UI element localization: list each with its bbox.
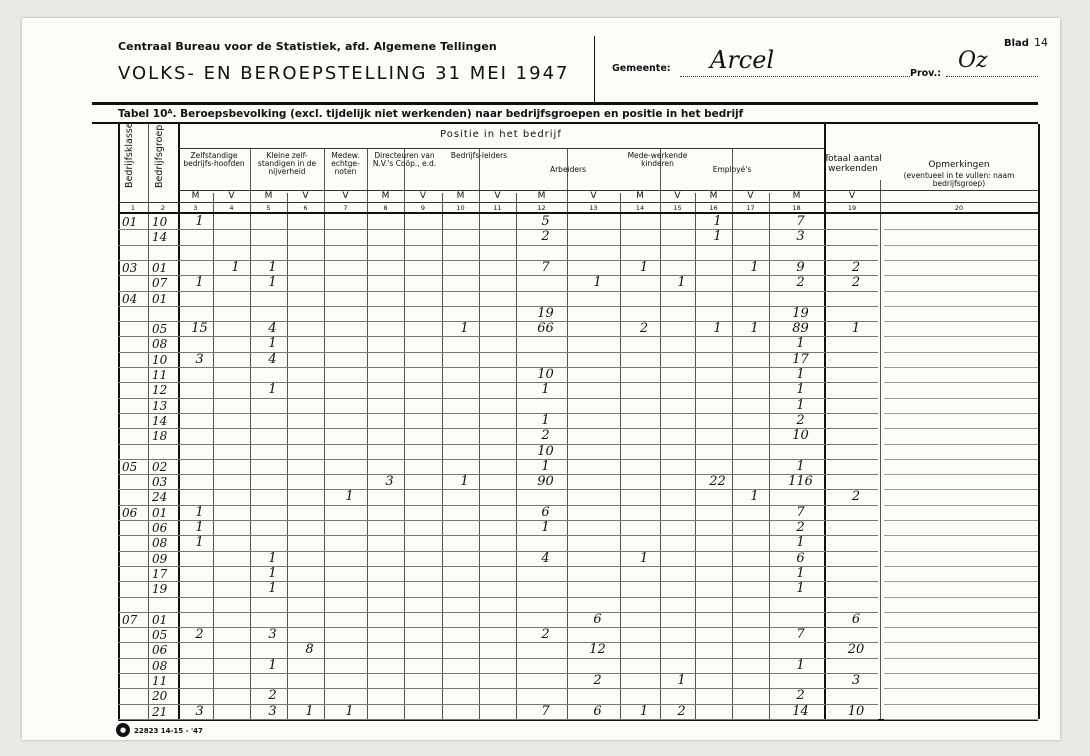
groep-value: 08 [152, 658, 168, 673]
column-rule [442, 193, 443, 719]
cell-value: 1 [268, 336, 277, 352]
cell-value: 4 [541, 550, 550, 566]
cell-value: 7 [796, 504, 805, 520]
groep-value: 05 [152, 628, 168, 643]
groep-value: 02 [152, 459, 168, 474]
column-rule [660, 148, 661, 719]
cell-value: 1 [796, 397, 805, 413]
blad-label: Blad [1004, 38, 1029, 49]
row-rule [118, 673, 878, 674]
mv-label: M [792, 191, 801, 201]
remark-rule [884, 444, 1038, 445]
row-rule [118, 474, 878, 475]
bedrijfsklasse-header: Bedrijfsklasse [124, 122, 135, 188]
groep-value: 13 [152, 398, 168, 413]
remark-rule [884, 688, 1038, 689]
klasse-value: 03 [122, 260, 138, 275]
mv-label: M [636, 191, 644, 201]
cbs-logo: ● [116, 723, 130, 737]
column-rule [404, 148, 405, 719]
group-header-6: Arbeiders [549, 165, 587, 174]
column-number: 12 [537, 204, 546, 212]
groep-value: 11 [152, 674, 168, 688]
groep-value: 08 [152, 536, 168, 551]
row-rule [118, 229, 878, 230]
groep-value: 11 [152, 368, 168, 382]
groep-value: 06 [152, 521, 168, 535]
mv-label: M [537, 191, 546, 201]
klasse-value: 01 [122, 215, 138, 229]
remark-rule [884, 520, 1038, 521]
groep-value: 09 [152, 551, 168, 566]
row-rule [118, 597, 878, 598]
column-number: 9 [420, 204, 426, 212]
column-rule [695, 193, 696, 719]
remark-rule [884, 352, 1038, 353]
cell-value: 4 [268, 351, 277, 367]
column-number: 10 [456, 204, 465, 212]
rule-caption [92, 122, 1038, 124]
remark-rule [884, 719, 1038, 720]
cell-value: 3 [195, 703, 204, 719]
column-rule [367, 148, 368, 719]
cell-value: 2 [195, 627, 204, 643]
row-rule [118, 612, 878, 613]
cell-value: 1 [268, 581, 277, 597]
cell-value: 1 [593, 275, 602, 291]
cell-value: 2 [541, 229, 550, 245]
remark-rule [884, 627, 1038, 628]
cell-value: 3 [268, 627, 277, 643]
remark-rule [884, 597, 1038, 598]
cell-value: 1 [268, 565, 277, 581]
groep-value: 14 [152, 413, 168, 428]
cell-value: 1 [268, 550, 277, 566]
row-rule [118, 367, 878, 368]
row-rule [118, 627, 878, 628]
column-number: 3 [193, 204, 198, 212]
cell-value: 1 [796, 565, 805, 581]
remark-rule [884, 245, 1038, 246]
organization-name: Centraal Bureau voor de Statistiek, afd. Algemene Tellingen [118, 40, 497, 53]
row-rule [118, 566, 878, 567]
remark-rule [884, 229, 1038, 230]
positie-header: Positie in het bedrijf [440, 129, 562, 140]
opmerkingen-header: Opmerkingen [928, 160, 990, 170]
column-number: 13 [589, 204, 598, 212]
remark-rule [884, 306, 1038, 307]
column-rule [250, 148, 251, 719]
groep-value: 10 [152, 215, 168, 229]
column-rule [479, 148, 480, 719]
cell-value: 89 [792, 321, 809, 337]
gemeente-line [680, 76, 910, 77]
cell-value: 1 [268, 259, 277, 275]
totaal-header: Totaal aantal werkenden [824, 154, 882, 174]
cell-value: 1 [541, 458, 550, 474]
groep-value: 05 [152, 322, 168, 337]
remark-rule [884, 275, 1038, 276]
cell-value: 19 [792, 305, 809, 321]
cell-value: 1 [195, 520, 204, 535]
gemeente-value: Arcel [710, 46, 775, 74]
cell-value: 2 [851, 489, 861, 505]
cell-value: 1 [750, 321, 759, 337]
cell-value: 1 [268, 275, 277, 291]
remark-rule [884, 260, 1038, 261]
remark-rule [884, 413, 1038, 414]
remark-rule [884, 367, 1038, 368]
cell-value: 10 [792, 428, 809, 444]
mv-label: V [419, 191, 427, 201]
row-rule [118, 688, 878, 689]
klasse-value: 05 [122, 459, 138, 474]
cell-value: 1 [268, 382, 277, 398]
cell-value: 7 [541, 703, 550, 719]
cell-value: 1 [713, 214, 722, 229]
cell-value: 1 [541, 412, 550, 428]
cell-value: 1 [195, 275, 204, 291]
group-header-4: Directeuren van N.V.'s Coöp., e.d. [372, 151, 437, 168]
remark-rule [884, 336, 1038, 337]
cell-value: 22 [709, 474, 726, 490]
mv-label: V [302, 191, 309, 201]
column-number: 14 [635, 204, 645, 212]
column-number: 20 [954, 204, 964, 212]
row-rule [118, 291, 878, 292]
row-rule [118, 704, 878, 705]
mv-label: V [494, 191, 501, 201]
group-header-2: Kleine zelf-standigen in de nijverheid [257, 151, 317, 176]
cell-value: 8 [305, 642, 314, 658]
groep-value: 14 [152, 230, 168, 245]
cell-value: 4 [268, 321, 277, 337]
cell-value: 1 [639, 703, 649, 719]
column-number: 8 [383, 204, 388, 212]
remark-rule [884, 321, 1038, 322]
remark-rule [884, 505, 1038, 506]
group-header-8: Employé's [712, 165, 752, 174]
cell-value: 1 [639, 550, 649, 566]
cell-value: 5 [541, 214, 550, 229]
remark-rule [884, 428, 1038, 429]
mv-label: M [709, 191, 718, 201]
cell-value: 1 [713, 321, 722, 337]
cell-value: 1 [541, 382, 550, 398]
cell-value: 1 [195, 535, 204, 551]
groep-value: 21 [152, 704, 168, 719]
klasse-value: 06 [122, 505, 138, 520]
prov-label: Prov.: [910, 68, 942, 79]
form-title: VOLKS- EN BEROEPSTELLING 31 MEI 1947 [118, 63, 570, 84]
row-rule [118, 658, 878, 659]
cell-value: 10 [847, 703, 865, 719]
cell-value: 1 [305, 703, 314, 719]
cell-value: 2 [677, 703, 686, 719]
cell-value: 66 [537, 321, 554, 337]
cell-value: 1 [796, 657, 805, 673]
remark-rule [884, 612, 1038, 613]
group-header-3: Medew. echtge-noten [331, 151, 360, 176]
cell-value: 17 [792, 351, 809, 367]
row-rule [118, 428, 878, 429]
blad-number: 14 [1034, 36, 1048, 49]
cell-value: 2 [796, 275, 805, 291]
row-rule [118, 520, 878, 521]
groep-value: 01 [152, 291, 168, 306]
row-rule [118, 444, 878, 445]
column-number: 5 [266, 204, 271, 212]
group-header-7: Mede-werkende kinderen [627, 151, 688, 168]
cell-value: 1 [713, 229, 722, 245]
groep-value: 24 [152, 490, 168, 505]
cell-value: 2 [593, 673, 602, 688]
remark-rule [884, 489, 1038, 490]
cell-value: 12 [589, 642, 606, 658]
gemeente-label: Gemeente: [612, 63, 671, 74]
column-number: 16 [709, 204, 718, 212]
mv-label: V [590, 191, 597, 201]
groep-value: 12 [152, 383, 168, 398]
groep-value: 20 [152, 689, 168, 704]
cell-value: 1 [639, 259, 649, 275]
column-number: 1 [130, 204, 136, 212]
cell-value: 90 [537, 474, 554, 490]
cell-value: 1 [345, 703, 354, 719]
cell-value: 6 [796, 550, 805, 566]
row-rule [118, 382, 878, 383]
row-rule [118, 551, 878, 552]
remark-rule [884, 642, 1038, 643]
cell-value: 9 [796, 259, 805, 275]
cell-value: 1 [750, 489, 759, 505]
groep-value: 17 [152, 566, 168, 581]
cell-value: 6 [851, 611, 861, 627]
cell-value: 3 [268, 703, 277, 719]
column-number: 4 [229, 204, 234, 212]
remark-rule [884, 704, 1038, 705]
header-rule [118, 212, 1038, 214]
cell-value: 2 [541, 428, 550, 444]
column-rule [516, 193, 517, 719]
column-number: 2 [160, 204, 166, 212]
cell-value: 7 [796, 627, 805, 643]
prov-line [946, 76, 1038, 77]
cell-value: 19 [537, 305, 554, 321]
cell-value: 1 [460, 474, 469, 490]
row-rule [118, 352, 878, 353]
groep-value: 03 [152, 475, 168, 490]
cell-value: 2 [796, 412, 805, 428]
cell-value: 3 [195, 351, 204, 367]
cell-value: 1 [195, 214, 204, 229]
remark-rule [884, 291, 1038, 292]
column-rule [324, 148, 325, 719]
column-rule [880, 180, 881, 719]
cell-value: 1 [231, 259, 240, 275]
cell-value: 15 [191, 321, 208, 337]
cell-value: 1 [796, 367, 805, 382]
cell-value: 7 [796, 214, 805, 229]
remark-rule [884, 398, 1038, 399]
column-number: 19 [847, 204, 857, 212]
column-number: 15 [673, 204, 682, 212]
column-number: 17 [746, 204, 755, 212]
cell-value: 6 [593, 611, 602, 627]
cell-value: 6 [593, 703, 602, 719]
groep-value: 01 [152, 260, 168, 275]
cell-value: 1 [677, 275, 686, 291]
cell-value: 1 [345, 489, 354, 505]
cell-value: 116 [788, 474, 813, 490]
groep-value: 19 [152, 582, 168, 597]
row-rule [118, 245, 878, 246]
bedrijfsgroep-header: Bedrijfsgroep [154, 124, 165, 188]
column-number: 6 [303, 204, 308, 212]
cell-value: 1 [796, 581, 805, 597]
group-header-5: Bedrijfs-leiders [450, 151, 508, 160]
cell-value: 2 [639, 321, 649, 337]
row-rule [118, 719, 878, 720]
group-header-1: Zelfstandige bedrijfs-hoofden [183, 151, 245, 168]
header-divider [594, 36, 595, 102]
mv-label: V [674, 191, 681, 201]
cell-value: 2 [851, 275, 861, 291]
cell-value: 1 [677, 673, 686, 688]
column-rule [567, 148, 568, 719]
mv-label: V [747, 191, 754, 201]
census-form-sheet [22, 18, 1060, 740]
remark-rule [884, 658, 1038, 659]
cell-value: 3 [385, 474, 394, 490]
row-rule [118, 398, 878, 399]
row-rule [118, 413, 878, 414]
opmerkingen-subheader: (eventueel in te vullen: naam bedrijfsgroep) [903, 171, 1015, 188]
rule-top [92, 102, 1038, 105]
groep-value: 01 [152, 505, 168, 520]
header-rule [118, 202, 1038, 203]
mv-label: M [191, 191, 200, 201]
mv-label: V [342, 191, 349, 201]
groep-value: 10 [152, 352, 168, 367]
remark-rule [884, 673, 1038, 674]
groep-value: 01 [152, 612, 168, 627]
mv-label: M [264, 191, 273, 201]
cell-value: 3 [851, 673, 861, 688]
cell-value: 2 [268, 688, 277, 704]
table-caption: Tabel 10ᴬ. Beroepsbevolking (excl. tijdelijk niet werkenden) naar bedrijfsgroepen en positie in het bedrijf [118, 108, 744, 120]
groep-value: 08 [152, 337, 168, 352]
cell-value: 1 [750, 259, 759, 275]
klasse-value: 04 [122, 291, 138, 306]
cell-value: 7 [541, 259, 550, 275]
cell-value: 6 [541, 504, 550, 520]
column-number: 18 [792, 204, 801, 212]
row-rule [118, 459, 878, 460]
cell-value: 1 [195, 504, 204, 520]
remark-rule [884, 474, 1038, 475]
row-rule [118, 642, 878, 643]
cell-value: 14 [792, 703, 809, 719]
cell-value: 1 [460, 321, 469, 337]
cell-value: 1 [851, 321, 861, 337]
cell-value: 1 [796, 535, 805, 551]
cell-value: 1 [796, 336, 805, 352]
cell-value: 2 [541, 627, 550, 643]
column-rule [620, 193, 621, 719]
cell-value: 1 [268, 657, 277, 673]
mv-label: V [848, 191, 856, 201]
mv-label: M [381, 191, 390, 201]
row-rule [118, 306, 878, 307]
remark-rule [884, 382, 1038, 383]
groep-value: 06 [152, 643, 168, 658]
print-code: 22823 14-15 - '47 [134, 727, 203, 735]
cell-value: 2 [796, 688, 805, 704]
cell-value: 10 [537, 367, 554, 382]
row-rule [118, 581, 878, 582]
mv-label: V [228, 191, 235, 201]
cell-value: 2 [796, 520, 805, 535]
cell-value: 20 [847, 642, 865, 658]
groep-value: 07 [152, 276, 168, 291]
remark-rule [884, 535, 1038, 536]
cell-value: 1 [796, 458, 805, 474]
remark-rule [884, 551, 1038, 552]
remark-rule [884, 581, 1038, 582]
klasse-value: 07 [122, 612, 138, 627]
column-number: 11 [493, 204, 502, 212]
cell-value: 1 [796, 382, 805, 398]
column-number: 7 [343, 204, 348, 212]
mv-label: M [456, 191, 465, 201]
remark-rule [884, 459, 1038, 460]
cell-value: 3 [796, 229, 805, 245]
remark-rule [884, 566, 1038, 567]
column-rule [1038, 124, 1040, 719]
header-rule [178, 148, 824, 149]
row-rule [118, 535, 878, 536]
cell-value: 10 [537, 443, 554, 459]
cell-value: 2 [851, 259, 861, 275]
prov-value: Oz [958, 48, 988, 73]
cell-value: 1 [541, 520, 550, 535]
groep-value: 18 [152, 429, 168, 444]
